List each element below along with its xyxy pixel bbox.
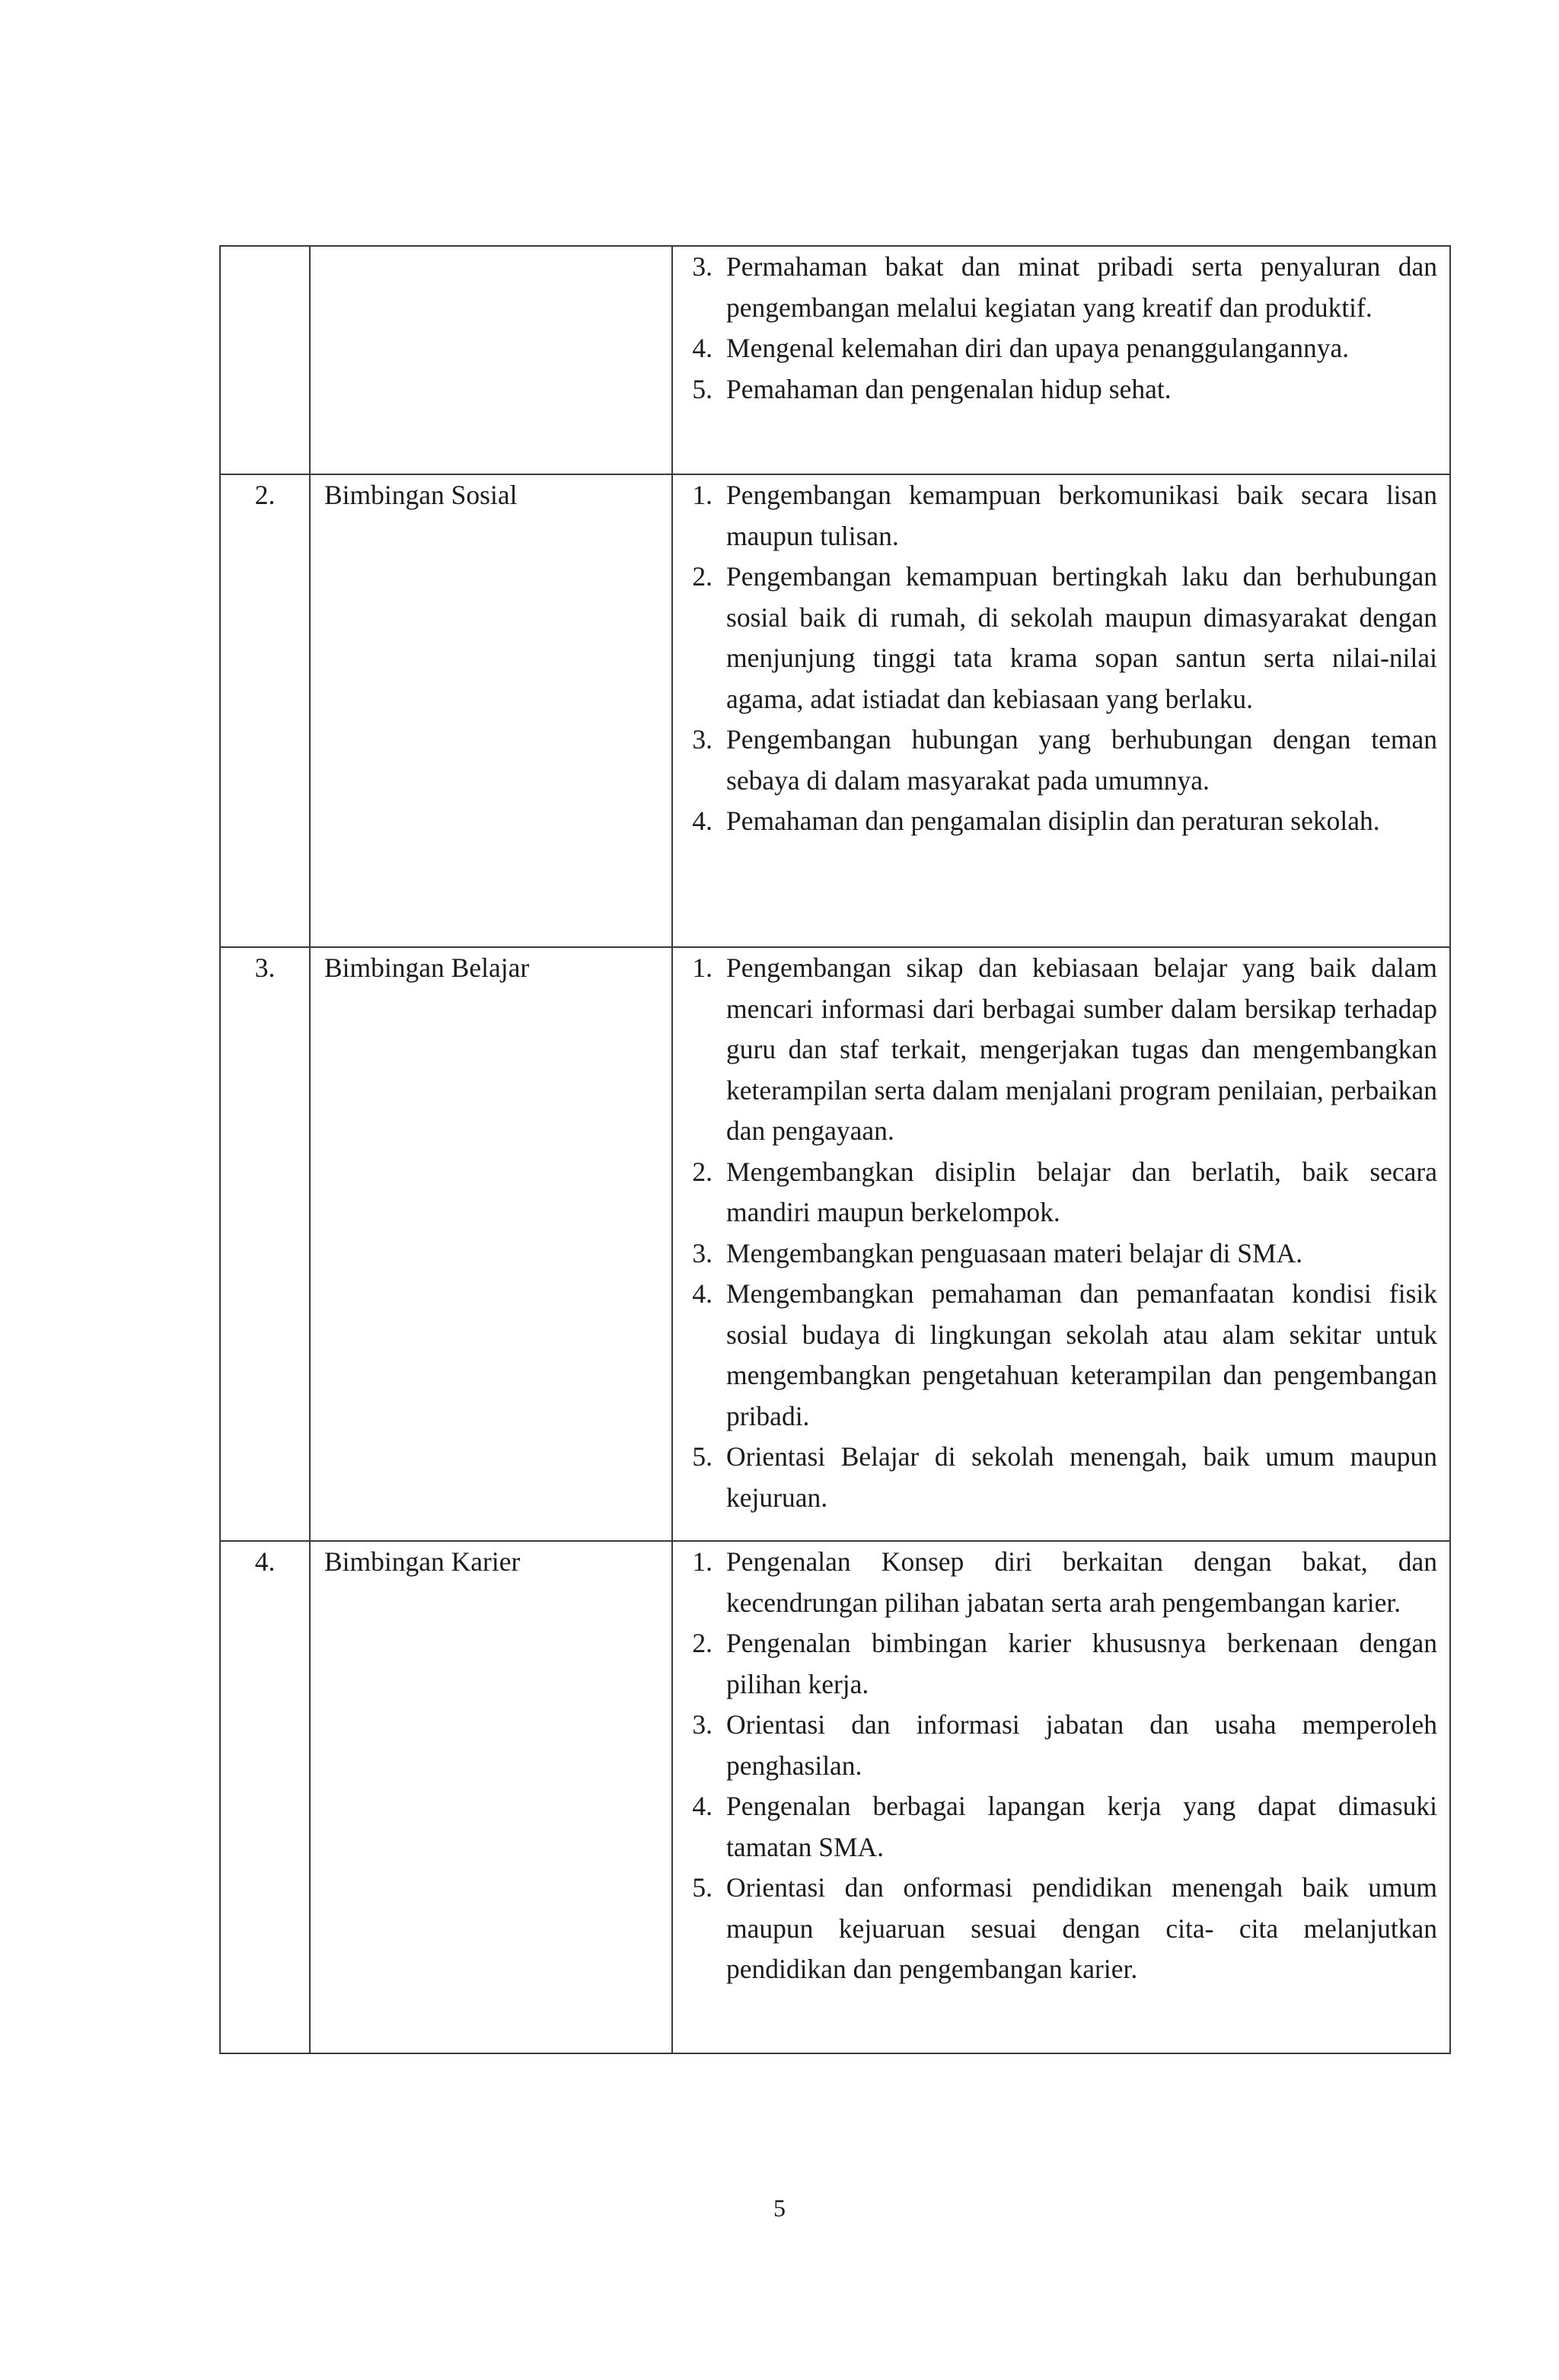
content-list — [673, 948, 1437, 1518]
content-cell — [672, 474, 1450, 947]
list-item: Pengembangan kemampuan bertingkah laku dan berhubungan sosial baik di rumah, di sekolah maupun dimasyarakat dengan menjunjung tinggi tata krama sopan santun serta nilai-nilai agama, adat istiadat dan kebiasaan yang berlaku. — [726, 561, 1437, 714]
list-item: Pengenalan Konsep diri berkaitan dengan bakat, dan kecendrungan pilihan jabatan serta arah pengembangan karier. — [726, 1546, 1437, 1618]
list-item: Mengembangkan penguasaan materi belajar di SMA. — [726, 1237, 1303, 1268]
list-item: Pemahaman dan pengenalan hidup sehat. — [726, 373, 1172, 404]
guidance-field — [310, 246, 672, 474]
list-item: Pengembangan sikap dan kebiasaan belajar yang baik dalam mencari informasi dari berbagai sumber dalam bersikap terhadap guru dan staf terkait, mengerjakan tugas dan mengembangkan keterampilan serta dalam menjalani program penilaian, perbaikan dan pengayaan. — [726, 952, 1437, 1146]
table-row — [220, 1541, 1450, 2053]
row-number: 2. — [220, 474, 310, 947]
list-item: Mengembangkan pemahaman dan pemanfaatan kondisi fisik sosial budaya di lingkungan sekolah atau alam sekitar untuk mengembangkan pengetahuan keterampilan dan pengembangan pribadi. — [726, 1278, 1437, 1431]
list-item: Orientasi dan onformasi pendidikan menengah baik umum maupun kejuaruan sesuai dengan cita- cita melanjutkan pendidikan dan pengembangan karier. — [726, 1872, 1437, 1984]
content-list — [673, 475, 1437, 842]
list-item: Orientasi dan informasi jabatan dan usaha memperoleh penghasilan. — [726, 1709, 1437, 1781]
list-item: Mengembangkan disiplin belajar dan berlatih, baik secara mandiri maupun berkelompok. — [726, 1156, 1437, 1227]
content-cell — [672, 947, 1450, 1541]
page-number: 5 — [773, 2194, 786, 2222]
table-row — [220, 474, 1450, 947]
content-list — [673, 247, 1437, 410]
content-list — [673, 1542, 1437, 1990]
content-cell — [672, 1541, 1450, 2053]
list-item: Pengenalan berbagai lapangan kerja yang dapat dimasuki tamatan SMA. — [726, 1791, 1437, 1862]
row-number: 3. — [220, 947, 310, 1541]
list-item: Orientasi Belajar di sekolah menengah, baik umum maupun kejuruan. — [726, 1441, 1437, 1513]
table-row — [220, 246, 1450, 474]
guidance-field: Bimbingan Karier — [310, 1541, 672, 2053]
row-number — [220, 246, 310, 474]
list-item: Pengenalan bimbingan karier khususnya berkenaan dengan pilihan kerja. — [726, 1628, 1437, 1699]
row-number: 4. — [220, 1541, 310, 2053]
list-item: Pemahaman dan pengamalan disiplin dan peraturan sekolah. — [726, 806, 1380, 836]
list-item: Permahaman bakat dan minat pribadi serta penyaluran dan pengembangan melalui kegiatan yang kreatif dan produktif. — [726, 251, 1437, 323]
table-row — [220, 947, 1450, 1541]
list-item: Mengenal kelemahan diri dan upaya penanggulangannya. — [726, 333, 1350, 363]
guidance-field: Bimbingan Sosial — [310, 474, 672, 947]
list-item: Pengembangan hubungan yang berhubungan dengan teman sebaya di dalam masyarakat pada umumnya. — [726, 724, 1437, 796]
guidance-table — [219, 245, 1451, 2054]
guidance-field: Bimbingan Belajar — [310, 947, 672, 1541]
content-cell — [672, 246, 1450, 474]
list-item: Pengembangan kemampuan berkomunikasi baik secara lisan maupun tulisan. — [726, 480, 1437, 551]
